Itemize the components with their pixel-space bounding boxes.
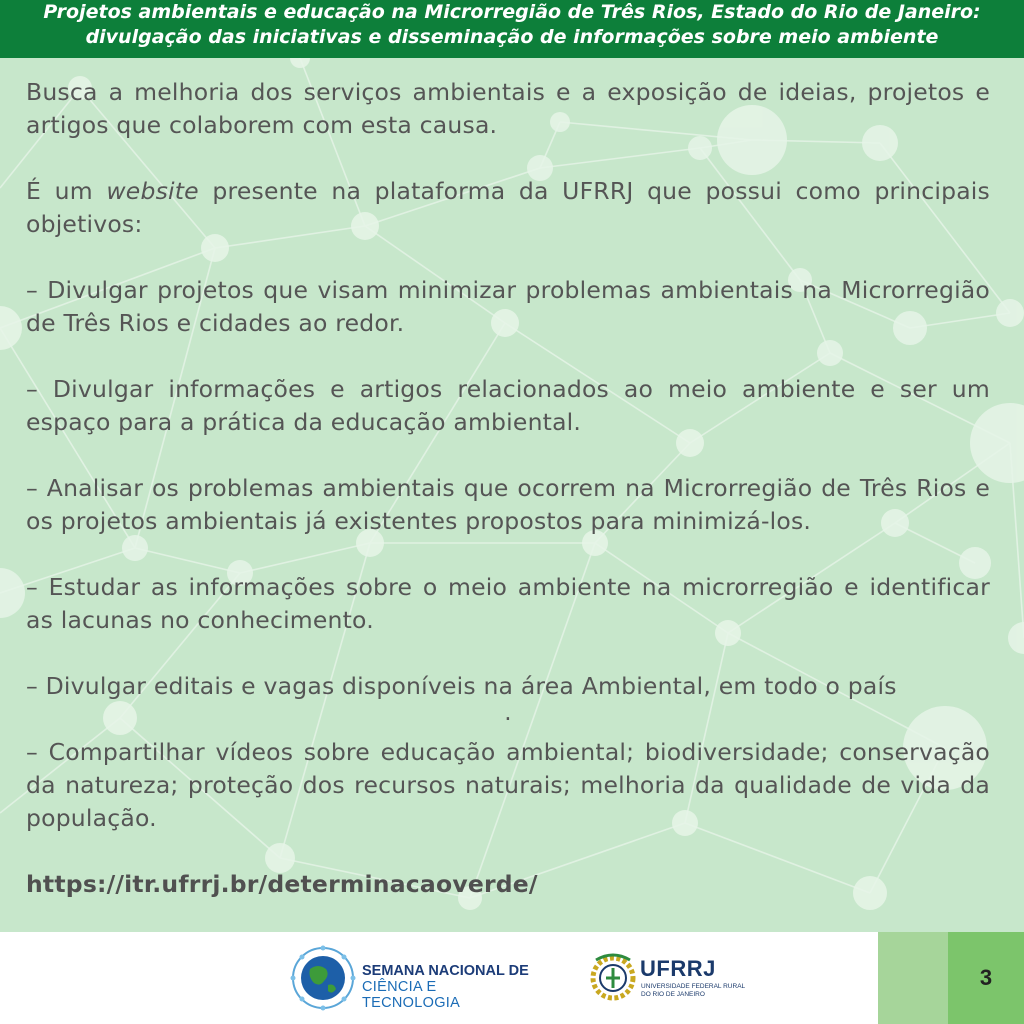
snct-line-2: CIÊNCIA E TECNOLOGIA xyxy=(362,979,461,1011)
snct-logo xyxy=(290,945,535,1011)
ufrrj-title: UFRRJ xyxy=(640,956,716,981)
objective-item-6: – Compartilhar vídeos sobre educação ambiental; biodiversidade; conservação da natureza; proteção dos recursos naturais; melhoria da qualidade de vida da população. xyxy=(26,738,990,832)
intro-paragraph: Busca a melhoria dos serviços ambientais e a exposição de ideias, projetos e artigos que colaborem com esta causa. xyxy=(26,78,990,139)
ufrrj-logo xyxy=(588,950,748,1010)
stray-dot: . xyxy=(504,700,512,726)
objective-item-1: – Divulgar projetos que visam minimizar problemas ambientais na Microrregião de Três Rios e cidades ao redor. xyxy=(26,276,990,337)
objectives-emphasis: website xyxy=(106,177,199,205)
objective-item-2: – Divulgar informações e artigos relacionados ao meio ambiente e ser um espaço para a prática da educação ambiental. xyxy=(26,375,990,436)
objective-item-5: – Divulgar editais e vagas disponíveis na área Ambiental, em todo o país xyxy=(26,672,897,700)
objectives-prefix: É um xyxy=(26,177,107,205)
ufrrj-subtitle-1: UNIVERSIDADE FEDERAL RURAL xyxy=(641,983,746,990)
page-number: 3 xyxy=(979,965,993,990)
globe-icon xyxy=(290,945,356,1011)
objective-item-4: – Estudar as informações sobre o meio ambiente na microrregião e identificar as lacunas no conhecimento. xyxy=(26,573,990,634)
objectives-suffix: presente na plataforma da UFRRJ que possui como principais objetivos: xyxy=(26,177,990,238)
ufrrj-subtitle-2: DO RIO DE JANEIRO xyxy=(641,990,705,998)
objectives-paragraph xyxy=(26,175,990,241)
page-header xyxy=(0,0,1024,58)
main-content xyxy=(26,76,990,901)
header-title-line-2: divulgação das iniciativas e disseminação de informações sobre meio ambiente xyxy=(85,26,939,48)
page-footer xyxy=(0,932,1024,1024)
footer-accent-light xyxy=(878,932,948,1024)
website-link[interactable]: https://itr.ufrrj.br/determinacaoverde/ xyxy=(26,870,538,898)
objective-item-3: – Analisar os problemas ambientais que ocorrem na Microrregião de Três Rios e os projetos ambientais já existentes propostos para minimizá-los. xyxy=(26,474,990,535)
header-title-line-1: Projetos ambientais e educação na Microrregião de Três Rios, Estado do Rio de Janeiro: xyxy=(43,1,981,23)
snct-line-1: SEMANA NACIONAL DE xyxy=(362,963,529,979)
ufrrj-emblem-icon xyxy=(588,950,638,1006)
